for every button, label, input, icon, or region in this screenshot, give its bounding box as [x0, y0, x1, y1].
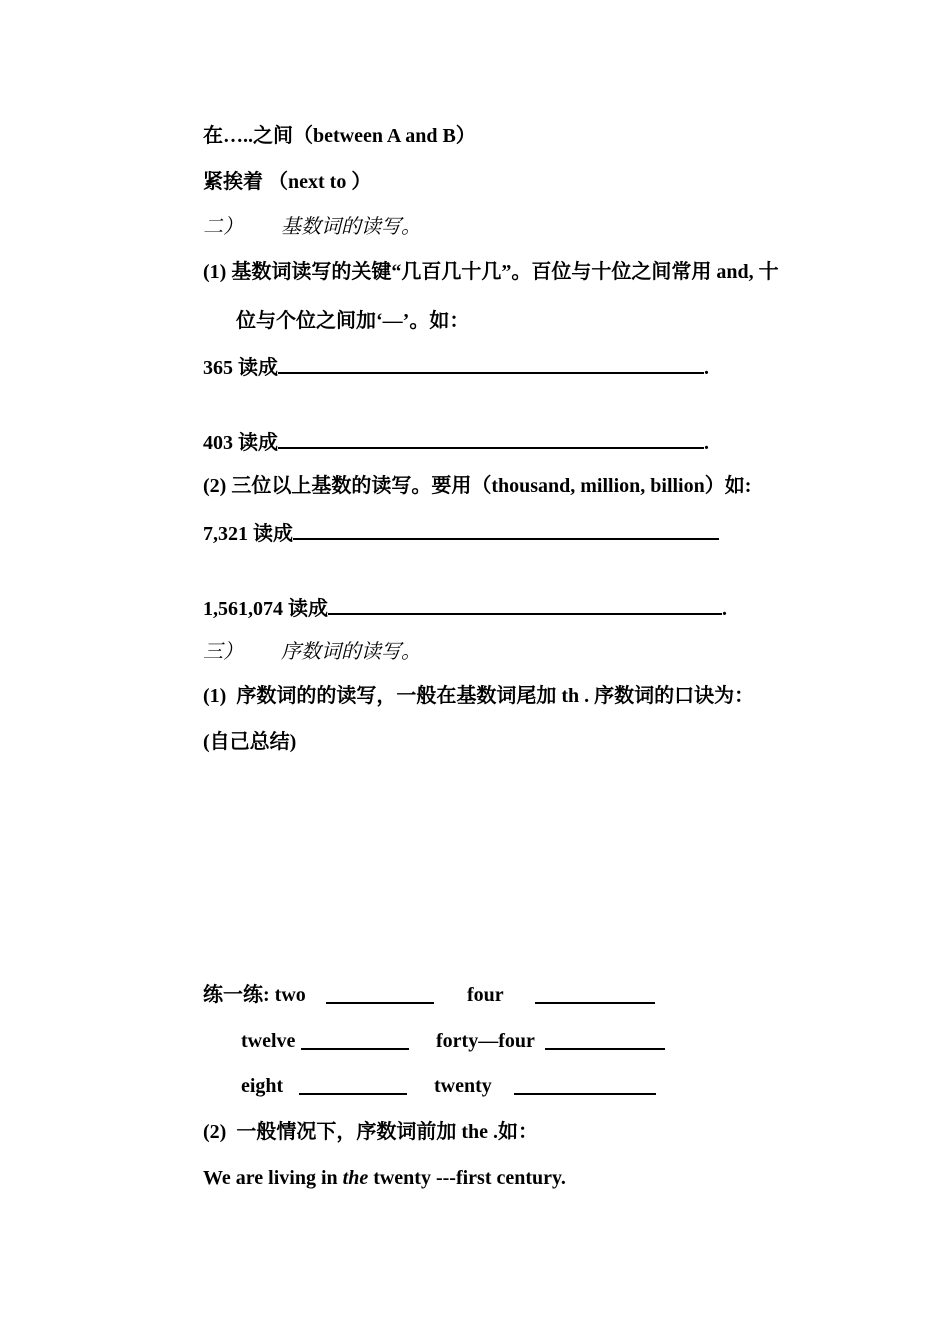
- rule-3-note: (自己总结): [203, 731, 297, 753]
- section-2-heading: [203, 214, 421, 240]
- blank-twelve[interactable]: [301, 1028, 409, 1050]
- exercise-403: [203, 427, 709, 456]
- line-between: 在…..之间（between A and B）: [203, 125, 476, 147]
- rule-4: (2) 一般情况下，序数词前加 the .如：: [203, 1121, 538, 1143]
- blank-eight[interactable]: [299, 1073, 407, 1095]
- word-twelve: twelve: [241, 1030, 296, 1052]
- exercise-1561074-label: 1,561,074 读成: [203, 598, 328, 620]
- practice-label: 练一练: two: [203, 984, 306, 1006]
- answer-blank-365[interactable]: [278, 352, 704, 374]
- section-2-title: 基数词的读写。: [281, 216, 421, 238]
- word-forty-four: forty—four: [436, 1030, 535, 1052]
- blank-four[interactable]: [535, 982, 655, 1004]
- section-3-number: 三）: [203, 641, 243, 663]
- exercise-365-period: .: [704, 357, 709, 379]
- answer-blank-403[interactable]: [278, 427, 704, 449]
- exercise-403-label: 403 读成: [203, 432, 278, 454]
- word-twenty: twenty: [434, 1075, 492, 1097]
- exercise-1561074-period: .: [722, 598, 727, 620]
- example-post: twenty ---first century.: [368, 1167, 566, 1189]
- exercise-7321: [203, 518, 719, 547]
- exercise-7321-label: 7,321 读成: [203, 523, 293, 545]
- rule-3: (1) 序数词的的读写，一般在基数词尾加 th . 序数词的口诀为：: [203, 685, 755, 707]
- section-2-number: 二）: [203, 216, 243, 238]
- example-the: the: [342, 1167, 369, 1189]
- section-3-title: 序数词的读写。: [281, 641, 421, 663]
- answer-blank-7321[interactable]: [293, 518, 719, 540]
- rule-1a: (1) 基数词读写的关键“几百几十几”。百位与十位之间常用 and, 十: [203, 261, 779, 283]
- exercise-1561074: [203, 593, 727, 622]
- rule-2: (2) 三位以上基数的读写。要用（thousand, million, billion）如:: [203, 475, 752, 497]
- example-pre: We are living in: [203, 1167, 343, 1189]
- blank-twenty[interactable]: [514, 1073, 656, 1095]
- blank-two[interactable]: [326, 982, 434, 1004]
- exercise-365: [203, 352, 709, 381]
- example-sentence: [203, 1165, 566, 1191]
- answer-blank-1561074[interactable]: [328, 593, 722, 615]
- word-eight: eight: [241, 1075, 284, 1097]
- section-3-heading: [203, 639, 421, 665]
- blank-forty-four[interactable]: [545, 1028, 665, 1050]
- rule-1b: 位与个位之间加‘—’。如：: [236, 310, 470, 332]
- exercise-365-label: 365 读成: [203, 357, 278, 379]
- word-four: four: [467, 984, 504, 1006]
- exercise-403-period: .: [704, 432, 709, 454]
- line-next-to: 紧挨着 （next to ）: [203, 171, 372, 193]
